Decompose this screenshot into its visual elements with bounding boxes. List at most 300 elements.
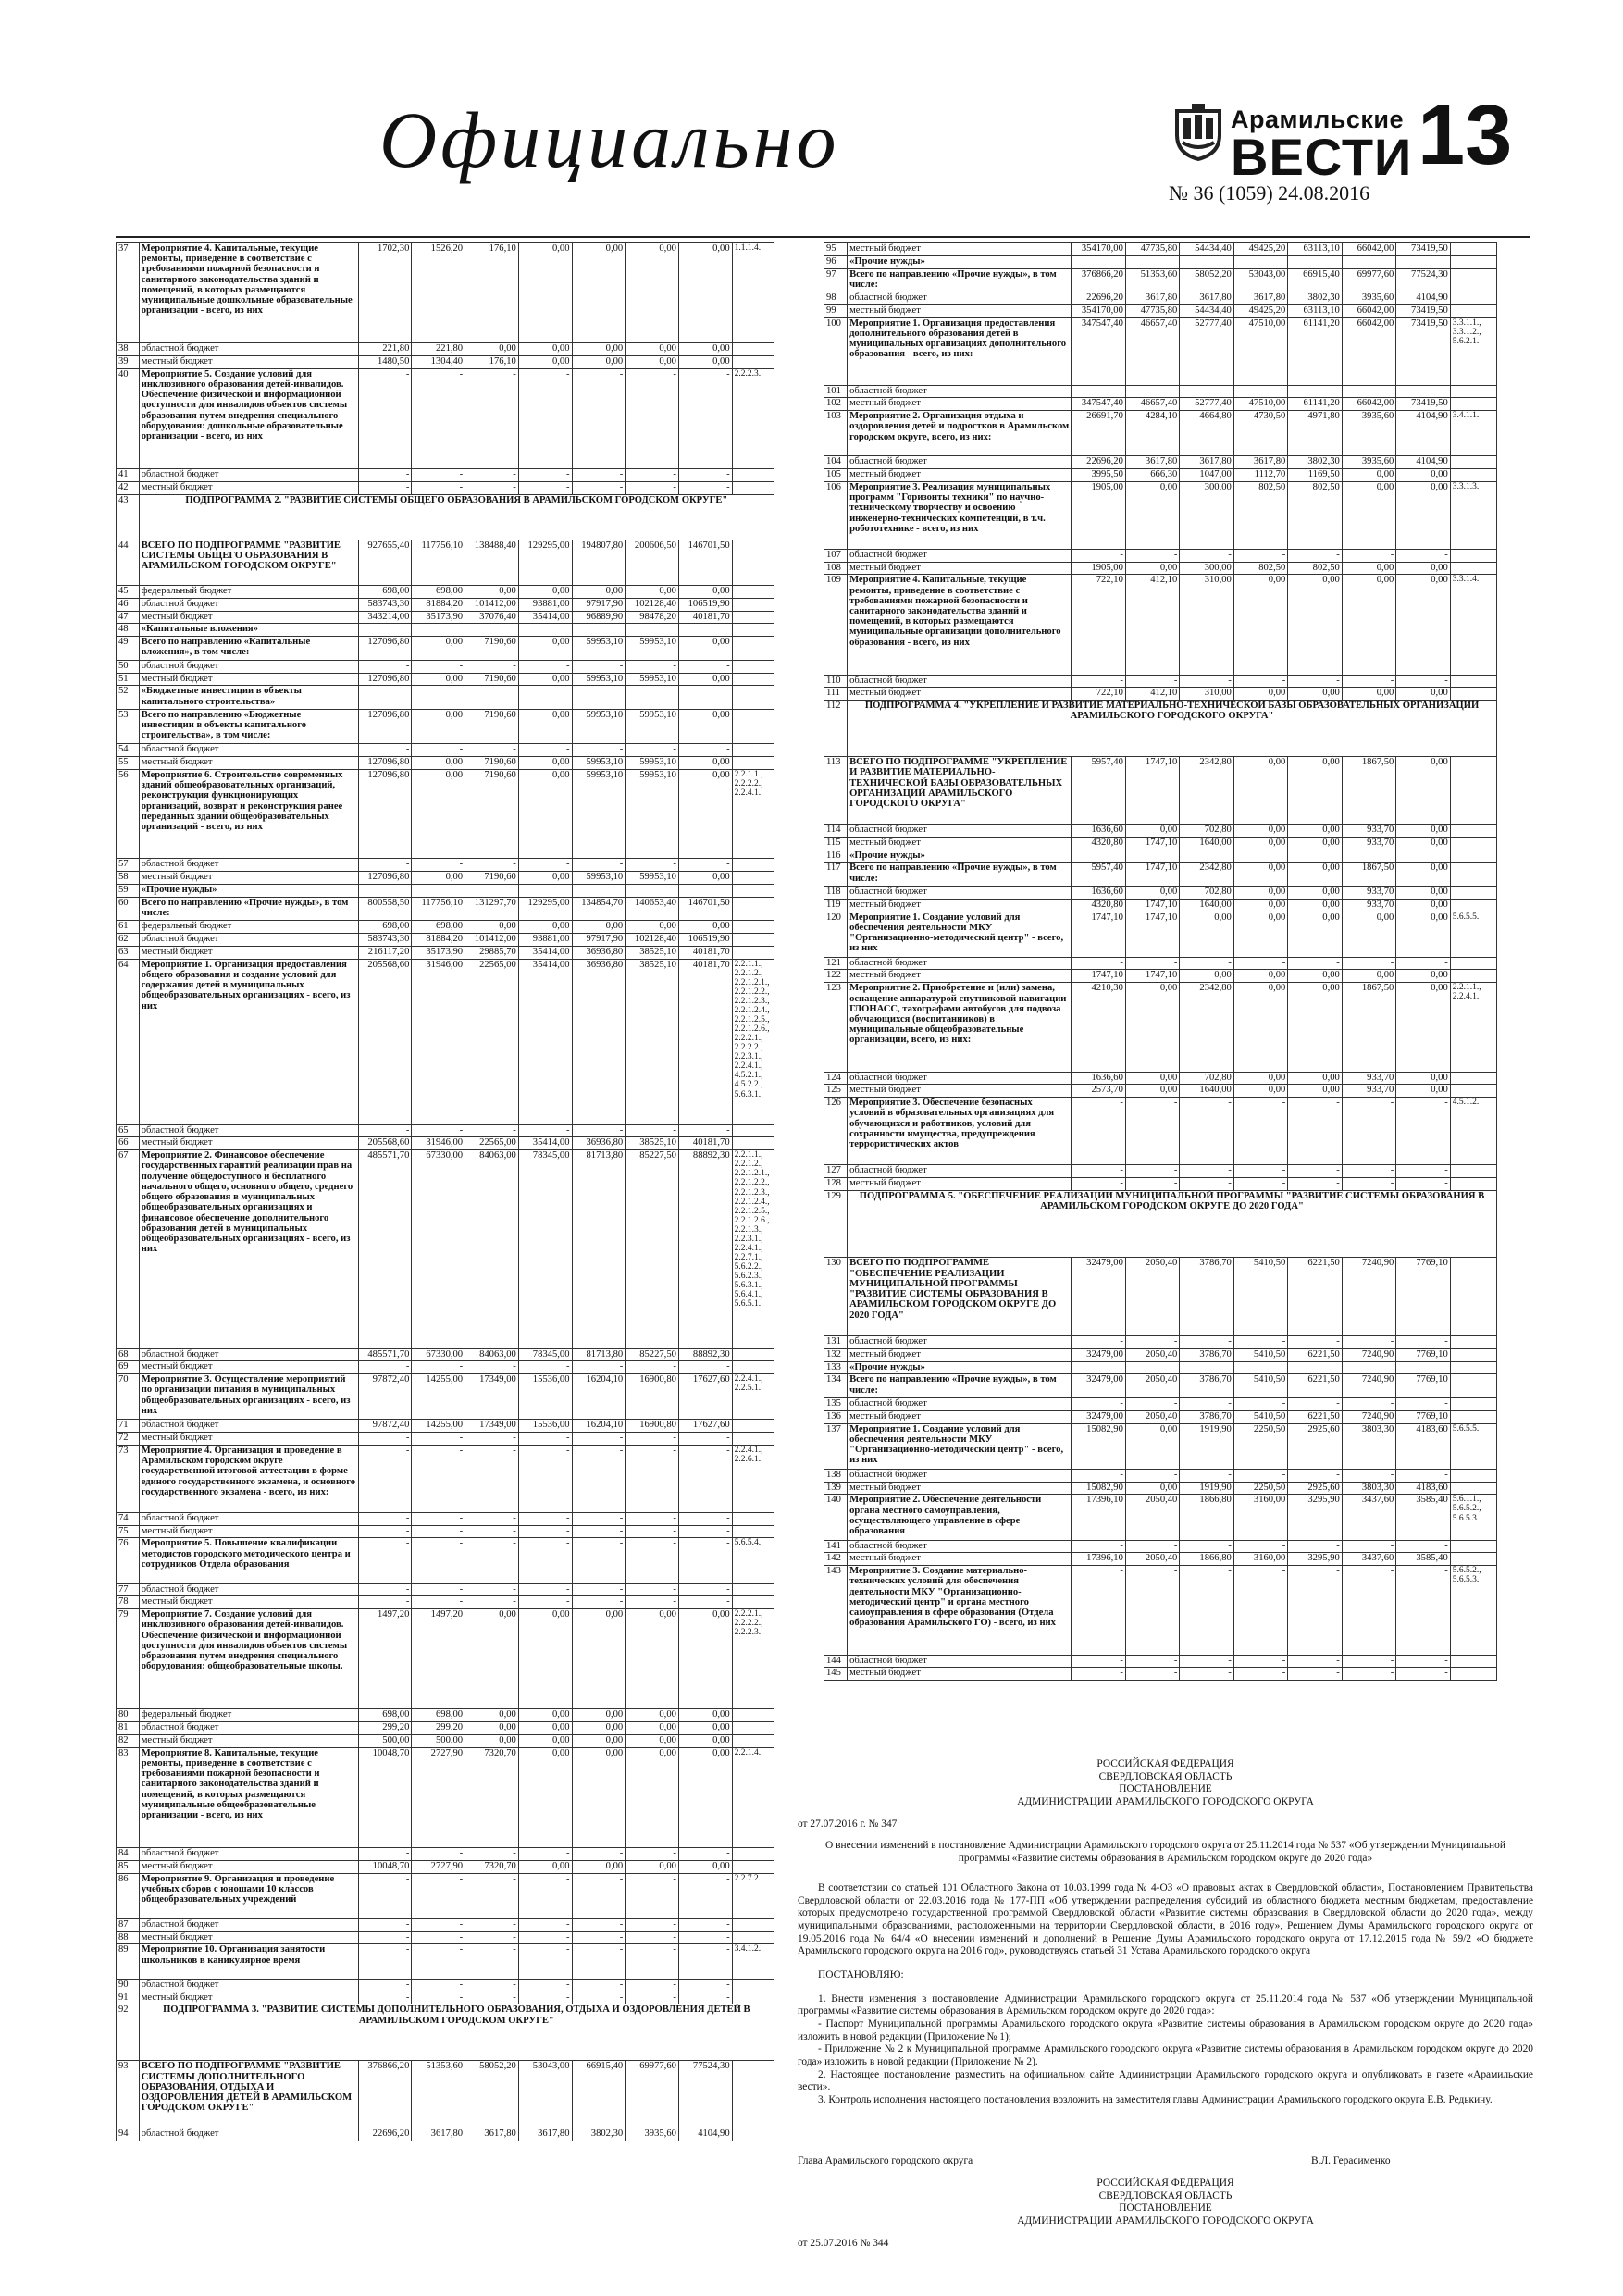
row-number: 90 bbox=[117, 1979, 140, 1992]
target-code-cell bbox=[732, 1433, 774, 1446]
target-code-cell bbox=[732, 859, 774, 872]
value-cell: 0,00 bbox=[626, 585, 679, 598]
row-number: 42 bbox=[117, 481, 140, 494]
table-row bbox=[824, 701, 1497, 757]
value-cell: - bbox=[1125, 1336, 1179, 1349]
budget-table-right bbox=[824, 242, 1497, 1681]
value-cell: 0,00 bbox=[1396, 983, 1450, 1072]
value-cell: 0,00 bbox=[678, 585, 732, 598]
value-cell: - bbox=[1288, 675, 1342, 688]
row-description: «Прочие нужды» bbox=[848, 255, 1072, 268]
value-cell: - bbox=[518, 368, 572, 468]
value-cell: 2250,50 bbox=[1233, 1423, 1287, 1469]
value-cell: 32479,00 bbox=[1072, 1348, 1125, 1361]
value-cell: 102128,40 bbox=[626, 934, 679, 947]
target-code-cell bbox=[732, 624, 774, 637]
row-description: Мероприятие 3. Обеспечение безопасных условий в образовательных организациях для обучающихся и работников, условий для сохранности имущества, предупреждения террористических актов bbox=[848, 1098, 1072, 1165]
value-cell: 16900,80 bbox=[626, 1420, 679, 1433]
target-code-cell bbox=[1450, 863, 1496, 887]
row-description: «Бюджетные инвестиции в объекты капитального строительства» bbox=[139, 686, 358, 710]
value-cell: 85227,50 bbox=[626, 1348, 679, 1361]
value-cell: 0,00 bbox=[626, 1860, 679, 1873]
value-cell: 4210,30 bbox=[1072, 983, 1125, 1072]
table-row bbox=[824, 957, 1497, 970]
table-row bbox=[117, 673, 774, 686]
value-cell: 0,00 bbox=[1396, 912, 1450, 957]
value-cell: 3935,60 bbox=[1342, 456, 1395, 469]
signer-name: В.Л. Герасименко bbox=[1311, 2154, 1391, 2166]
table-row bbox=[824, 255, 1497, 268]
value-cell: - bbox=[572, 1446, 626, 1513]
value-cell: 3802,30 bbox=[1288, 456, 1342, 469]
row-description: местный бюджет bbox=[848, 1553, 1072, 1566]
table-row bbox=[117, 1124, 774, 1137]
value-cell: 15536,00 bbox=[518, 1420, 572, 1433]
value-cell bbox=[1396, 850, 1450, 863]
table-row bbox=[824, 983, 1497, 1072]
value-cell: 59953,10 bbox=[572, 757, 626, 770]
row-number: 140 bbox=[824, 1495, 848, 1540]
row-number: 44 bbox=[117, 540, 140, 585]
value-cell: 7240,90 bbox=[1342, 1258, 1395, 1336]
value-cell: 85227,50 bbox=[626, 1150, 679, 1348]
value-cell: 933,70 bbox=[1342, 1072, 1395, 1085]
value-cell: 0,00 bbox=[465, 585, 519, 598]
value-cell: - bbox=[1396, 1566, 1450, 1655]
row-description: Всего по направлению «Прочие нужды», в том числе: bbox=[848, 268, 1072, 292]
value-cell: 101412,00 bbox=[465, 934, 519, 947]
value-cell: - bbox=[678, 1525, 732, 1538]
value-cell: - bbox=[358, 1847, 412, 1860]
value-cell: 0,00 bbox=[572, 921, 626, 934]
value-cell: 1640,00 bbox=[1180, 1085, 1233, 1098]
row-description: местный бюджет bbox=[139, 946, 358, 959]
value-cell: - bbox=[678, 1538, 732, 1583]
value-cell: 38525,10 bbox=[626, 959, 679, 1124]
value-cell: - bbox=[678, 859, 732, 872]
row-description: Мероприятие 6. Строительство современных зданий общеобразовательных организаций, реконструкция функционирующих организаций, возврат и реконструкция ранее переданных зданий общеобразовательных организаций - всего, из них bbox=[139, 769, 358, 858]
value-cell: 59953,10 bbox=[572, 709, 626, 743]
value-cell: 1636,60 bbox=[1072, 886, 1125, 899]
value-cell bbox=[412, 624, 465, 637]
value-cell: 0,00 bbox=[626, 355, 679, 368]
target-code-cell: 1.1.1.4. bbox=[732, 243, 774, 343]
target-code-cell: 3.3.1.1., 3.3.1.2., 5.6.2.1. bbox=[1450, 317, 1496, 385]
value-cell: 0,00 bbox=[626, 921, 679, 934]
value-cell: 17396,10 bbox=[1072, 1495, 1125, 1540]
row-number: 91 bbox=[117, 1992, 140, 2004]
value-cell: 3803,30 bbox=[1342, 1423, 1395, 1469]
value-cell: 1747,10 bbox=[1125, 757, 1179, 825]
value-cell: - bbox=[358, 1361, 412, 1374]
table-row bbox=[117, 1446, 774, 1513]
heading-line: СВЕРДЛОВСКАЯ ОБЛАСТЬ bbox=[1098, 1770, 1233, 1782]
row-number: 108 bbox=[824, 562, 848, 575]
value-cell: 106519,90 bbox=[678, 934, 732, 947]
row-number: 125 bbox=[824, 1085, 848, 1098]
value-cell: 7769,10 bbox=[1396, 1410, 1450, 1423]
value-cell: 299,20 bbox=[412, 1722, 465, 1735]
row-number: 52 bbox=[117, 686, 140, 710]
value-cell: - bbox=[1342, 1336, 1395, 1349]
value-cell: - bbox=[358, 1446, 412, 1513]
value-cell: 3786,70 bbox=[1180, 1258, 1233, 1336]
table-row bbox=[824, 1348, 1497, 1361]
table-row bbox=[117, 934, 774, 947]
value-cell: 0,00 bbox=[678, 1734, 732, 1747]
value-cell: 4284,10 bbox=[1125, 411, 1179, 456]
value-cell: 31946,00 bbox=[412, 1137, 465, 1150]
value-cell: - bbox=[1125, 1566, 1179, 1655]
row-number: 119 bbox=[824, 899, 848, 912]
row-number: 74 bbox=[117, 1512, 140, 1525]
target-code-cell bbox=[732, 598, 774, 611]
value-cell: 0,00 bbox=[518, 709, 572, 743]
value-cell: 1919,90 bbox=[1180, 1423, 1233, 1469]
row-description: местный бюджет bbox=[139, 1931, 358, 1944]
target-code-cell bbox=[1450, 1361, 1496, 1374]
value-cell: 59953,10 bbox=[572, 769, 626, 858]
value-cell: 0,00 bbox=[412, 673, 465, 686]
value-cell: 35173,90 bbox=[412, 946, 465, 959]
target-code-cell: 5.6.5.5. bbox=[1450, 1423, 1496, 1469]
target-code-cell: 4.5.1.2. bbox=[1450, 1098, 1496, 1165]
value-cell: 0,00 bbox=[572, 355, 626, 368]
value-cell: 3160,00 bbox=[1233, 1553, 1287, 1566]
value-cell: - bbox=[412, 368, 465, 468]
value-cell: - bbox=[1342, 957, 1395, 970]
value-cell: - bbox=[678, 1124, 732, 1137]
value-cell: 0,00 bbox=[678, 709, 732, 743]
value-cell: 47510,00 bbox=[1233, 398, 1287, 411]
value-cell: 1747,10 bbox=[1125, 899, 1179, 912]
value-cell: - bbox=[518, 1433, 572, 1446]
row-description: областной бюджет bbox=[139, 1979, 358, 1992]
value-cell: - bbox=[1288, 1336, 1342, 1349]
value-cell: 300,00 bbox=[1180, 562, 1233, 575]
value-cell bbox=[1342, 1361, 1395, 1374]
table-row bbox=[117, 1992, 774, 2004]
row-description: областной бюджет bbox=[139, 598, 358, 611]
row-description: местный бюджет bbox=[848, 469, 1072, 482]
value-cell: - bbox=[465, 1538, 519, 1583]
value-cell: - bbox=[572, 1596, 626, 1609]
value-cell: 46657,40 bbox=[1125, 398, 1179, 411]
value-cell: 2573,70 bbox=[1072, 1085, 1125, 1098]
value-cell bbox=[678, 624, 732, 637]
value-cell: 4730,50 bbox=[1233, 411, 1287, 456]
row-description: местный бюджет bbox=[139, 1596, 358, 1609]
value-cell: - bbox=[518, 1596, 572, 1609]
value-cell: 310,00 bbox=[1180, 575, 1233, 675]
value-cell: - bbox=[626, 1124, 679, 1137]
section-title: Официально bbox=[379, 95, 840, 184]
value-cell: 0,00 bbox=[518, 769, 572, 858]
value-cell: - bbox=[1180, 1177, 1233, 1190]
value-cell: 77524,30 bbox=[1396, 268, 1450, 292]
value-cell: 6221,50 bbox=[1288, 1348, 1342, 1361]
value-cell: - bbox=[412, 859, 465, 872]
target-code-cell bbox=[1450, 1482, 1496, 1495]
row-description: Мероприятие 2. Обеспечение деятельности органа местного самоуправления, осуществляющего управление в сфере образования bbox=[848, 1495, 1072, 1540]
value-cell: - bbox=[465, 1931, 519, 1944]
value-cell: 0,00 bbox=[1288, 837, 1342, 850]
value-cell: - bbox=[678, 1873, 732, 1918]
table-row bbox=[824, 850, 1497, 863]
target-code-cell bbox=[732, 1137, 774, 1150]
value-cell: 59953,10 bbox=[572, 637, 626, 661]
table-row bbox=[117, 1747, 774, 1847]
table-row bbox=[824, 1410, 1497, 1423]
row-description: областной бюджет bbox=[139, 468, 358, 481]
value-cell: 16204,10 bbox=[572, 1374, 626, 1420]
value-cell: - bbox=[465, 1446, 519, 1513]
row-number: 139 bbox=[824, 1482, 848, 1495]
value-cell: 98478,20 bbox=[626, 611, 679, 624]
value-cell: 0,00 bbox=[518, 1734, 572, 1747]
value-cell: - bbox=[412, 1873, 465, 1918]
table-row bbox=[117, 859, 774, 872]
table-row bbox=[824, 1655, 1497, 1668]
row-number: 43 bbox=[117, 494, 140, 540]
value-cell: 32479,00 bbox=[1072, 1410, 1125, 1423]
value-cell: 1169,50 bbox=[1288, 469, 1342, 482]
value-cell bbox=[465, 624, 519, 637]
row-description: Мероприятие 9. Организация и проведение учебных сборов с юношами 10 классов общеобразовательных учреждений bbox=[139, 1873, 358, 1918]
value-cell: 802,50 bbox=[1233, 481, 1287, 549]
value-cell: - bbox=[572, 660, 626, 673]
value-cell: - bbox=[358, 1918, 412, 1931]
row-number: 130 bbox=[824, 1258, 848, 1336]
value-cell: - bbox=[518, 468, 572, 481]
target-code-cell bbox=[1450, 824, 1496, 837]
value-cell: - bbox=[518, 859, 572, 872]
value-cell bbox=[572, 884, 626, 897]
value-cell: 4971,80 bbox=[1288, 411, 1342, 456]
value-cell: - bbox=[465, 368, 519, 468]
value-cell: 0,00 bbox=[1288, 886, 1342, 899]
row-description: областной бюджет bbox=[139, 1420, 358, 1433]
value-cell: 0,00 bbox=[678, 1747, 732, 1847]
value-cell: - bbox=[1288, 1398, 1342, 1411]
value-cell: - bbox=[1180, 1469, 1233, 1482]
row-number: 107 bbox=[824, 549, 848, 562]
row-number: 37 bbox=[117, 243, 140, 343]
value-cell: 0,00 bbox=[626, 243, 679, 343]
table-row bbox=[117, 1944, 774, 1979]
value-cell: 0,00 bbox=[1125, 824, 1179, 837]
value-cell: 0,00 bbox=[1342, 575, 1395, 675]
target-code-cell: 3.4.1.1. bbox=[1450, 411, 1496, 456]
value-cell: - bbox=[678, 1596, 732, 1609]
value-cell: 1747,10 bbox=[1072, 970, 1125, 983]
target-code-cell: 2.2.1.1., 2.2.2.2., 2.2.4.1. bbox=[732, 769, 774, 858]
value-cell: 0,00 bbox=[572, 1609, 626, 1709]
row-description: местный бюджет bbox=[848, 970, 1072, 983]
value-cell: 47510,00 bbox=[1233, 317, 1287, 385]
value-cell: 101412,00 bbox=[465, 598, 519, 611]
row-description: Мероприятие 2. Приобретение и (или) замена, оснащение аппаратурой спутниковой навигации ГЛОНАСС, тахографами автобусов для подвоза обучающихся (воспитанников) в муниципальные общеобразовательные организации, всего, из них: bbox=[848, 983, 1072, 1072]
value-cell: 3935,60 bbox=[626, 2128, 679, 2141]
value-cell: 5410,50 bbox=[1233, 1374, 1287, 1398]
row-number: 92 bbox=[117, 2004, 140, 2061]
value-cell bbox=[1288, 1361, 1342, 1374]
table-row bbox=[117, 2128, 774, 2141]
value-cell: 40181,70 bbox=[678, 611, 732, 624]
target-code-cell bbox=[1450, 562, 1496, 575]
value-cell: 3935,60 bbox=[1342, 292, 1395, 305]
value-cell: - bbox=[1125, 1098, 1179, 1165]
value-cell: 0,00 bbox=[1125, 886, 1179, 899]
value-cell: - bbox=[626, 1944, 679, 1979]
table-row bbox=[824, 1258, 1497, 1336]
value-cell: 698,00 bbox=[412, 585, 465, 598]
row-description: «Прочие нужды» bbox=[848, 1361, 1072, 1374]
row-description: ВСЕГО ПО ПОДПРОГРАММЕ "РАЗВИТИЕ СИСТЕМЫ ОБЩЕГО ОБРАЗОВАНИЯ В АРАМИЛЬСКОМ ГОРОДСКОМ ОКРУГЕ" bbox=[139, 540, 358, 585]
value-cell: - bbox=[358, 1944, 412, 1979]
value-cell: 3617,80 bbox=[1125, 292, 1179, 305]
value-cell: - bbox=[518, 744, 572, 757]
target-code-cell bbox=[1450, 469, 1496, 482]
decree-item: - Паспорт Муниципальной программы Арамильского городского округа «Развитие системы образования в Арамильском городском округе до 2020 года» изложить в новой редакции (Приложение № 1); bbox=[798, 2018, 1533, 2042]
value-cell: 802,50 bbox=[1288, 562, 1342, 575]
value-cell: 0,00 bbox=[1396, 824, 1450, 837]
value-cell: 0,00 bbox=[1233, 1072, 1287, 1085]
row-number: 112 bbox=[824, 701, 848, 757]
budget-table-left bbox=[116, 242, 774, 2141]
value-cell: - bbox=[412, 1979, 465, 1992]
value-cell: 0,00 bbox=[1233, 757, 1287, 825]
value-cell: - bbox=[626, 468, 679, 481]
value-cell: 0,00 bbox=[572, 243, 626, 343]
target-code-cell bbox=[732, 1931, 774, 1944]
target-code-cell bbox=[732, 1847, 774, 1860]
value-cell: 2925,60 bbox=[1288, 1482, 1342, 1495]
table-row bbox=[824, 1482, 1497, 1495]
value-cell: 0,00 bbox=[412, 709, 465, 743]
row-number: 69 bbox=[117, 1361, 140, 1374]
issue-number: № 36 (1059) 24.08.2016 bbox=[1169, 181, 1370, 205]
table-row bbox=[824, 1423, 1497, 1469]
target-code-cell: 2.2.4.1., 2.2.5.1. bbox=[732, 1374, 774, 1420]
value-cell: - bbox=[1342, 675, 1395, 688]
value-cell: 3585,40 bbox=[1396, 1553, 1450, 1566]
row-description: областной бюджет bbox=[139, 1583, 358, 1596]
value-cell: 17349,00 bbox=[465, 1420, 519, 1433]
target-code-cell bbox=[1450, 837, 1496, 850]
table-row bbox=[824, 1553, 1497, 1566]
value-cell: 53043,00 bbox=[1233, 268, 1287, 292]
value-cell: - bbox=[572, 1918, 626, 1931]
row-number: 75 bbox=[117, 1525, 140, 1538]
table-row bbox=[117, 1979, 774, 1992]
row-number: 116 bbox=[824, 850, 848, 863]
target-code-cell bbox=[732, 1860, 774, 1873]
target-code-cell bbox=[732, 540, 774, 585]
value-cell: - bbox=[1288, 549, 1342, 562]
value-cell: 0,00 bbox=[1288, 824, 1342, 837]
value-cell: 2342,80 bbox=[1180, 757, 1233, 825]
row-number: 94 bbox=[117, 2128, 140, 2141]
row-number: 71 bbox=[117, 1420, 140, 1433]
table-row bbox=[117, 757, 774, 770]
row-number: 138 bbox=[824, 1469, 848, 1482]
table-row bbox=[824, 292, 1497, 305]
value-cell: - bbox=[1342, 549, 1395, 562]
value-cell: - bbox=[1233, 1165, 1287, 1178]
value-cell: - bbox=[1125, 1177, 1179, 1190]
value-cell: 7190,60 bbox=[465, 872, 519, 885]
value-cell: 0,00 bbox=[626, 343, 679, 356]
value-cell: - bbox=[1072, 1165, 1125, 1178]
table-row bbox=[824, 481, 1497, 549]
value-cell: - bbox=[572, 1847, 626, 1860]
value-cell: 7769,10 bbox=[1396, 1348, 1450, 1361]
value-cell: 4104,90 bbox=[678, 2128, 732, 2141]
value-cell: - bbox=[1288, 957, 1342, 970]
row-number: 137 bbox=[824, 1423, 848, 1469]
value-cell: - bbox=[1233, 1668, 1287, 1681]
value-cell: 0,00 bbox=[678, 921, 732, 934]
value-cell: 69977,60 bbox=[626, 2061, 679, 2128]
table-row bbox=[824, 411, 1497, 456]
target-code-cell bbox=[1450, 757, 1496, 825]
value-cell: 3802,30 bbox=[572, 2128, 626, 2141]
table-row bbox=[117, 368, 774, 468]
value-cell: - bbox=[358, 660, 412, 673]
target-code-cell bbox=[732, 1583, 774, 1596]
table-row bbox=[117, 468, 774, 481]
value-cell: - bbox=[358, 1433, 412, 1446]
value-cell: - bbox=[572, 368, 626, 468]
value-cell: 73419,50 bbox=[1396, 243, 1450, 256]
row-description: местный бюджет bbox=[139, 1433, 358, 1446]
value-cell: 485571,70 bbox=[358, 1348, 412, 1361]
value-cell: - bbox=[465, 1944, 519, 1979]
value-cell: 347547,40 bbox=[1072, 317, 1125, 385]
value-cell: 0,00 bbox=[1342, 469, 1395, 482]
value-cell: 3803,30 bbox=[1342, 1482, 1395, 1495]
value-cell: - bbox=[572, 1931, 626, 1944]
row-number: 113 bbox=[824, 757, 848, 825]
value-cell: 1636,60 bbox=[1072, 1072, 1125, 1085]
target-code-cell bbox=[1450, 1540, 1496, 1553]
target-code-cell bbox=[1450, 1336, 1496, 1349]
value-cell: 3437,60 bbox=[1342, 1495, 1395, 1540]
row-number: 67 bbox=[117, 1150, 140, 1348]
target-code-cell bbox=[732, 946, 774, 959]
row-number: 121 bbox=[824, 957, 848, 970]
target-code-cell bbox=[732, 481, 774, 494]
value-cell: 10048,70 bbox=[358, 1860, 412, 1873]
row-number: 50 bbox=[117, 660, 140, 673]
value-cell: 22696,20 bbox=[1072, 456, 1125, 469]
table-row bbox=[824, 1336, 1497, 1349]
value-cell: - bbox=[626, 1918, 679, 1931]
row-number: 135 bbox=[824, 1398, 848, 1411]
value-cell: 5410,50 bbox=[1233, 1348, 1287, 1361]
row-number: 68 bbox=[117, 1348, 140, 1361]
value-cell: - bbox=[678, 1918, 732, 1931]
table-row bbox=[117, 1918, 774, 1931]
value-cell: 2050,40 bbox=[1125, 1348, 1179, 1361]
value-cell: - bbox=[518, 1873, 572, 1918]
value-cell: 3786,70 bbox=[1180, 1348, 1233, 1361]
value-cell: 59953,10 bbox=[626, 673, 679, 686]
value-cell: 698,00 bbox=[358, 1709, 412, 1722]
value-cell: 0,00 bbox=[1288, 1072, 1342, 1085]
value-cell: 84063,00 bbox=[465, 1150, 519, 1348]
